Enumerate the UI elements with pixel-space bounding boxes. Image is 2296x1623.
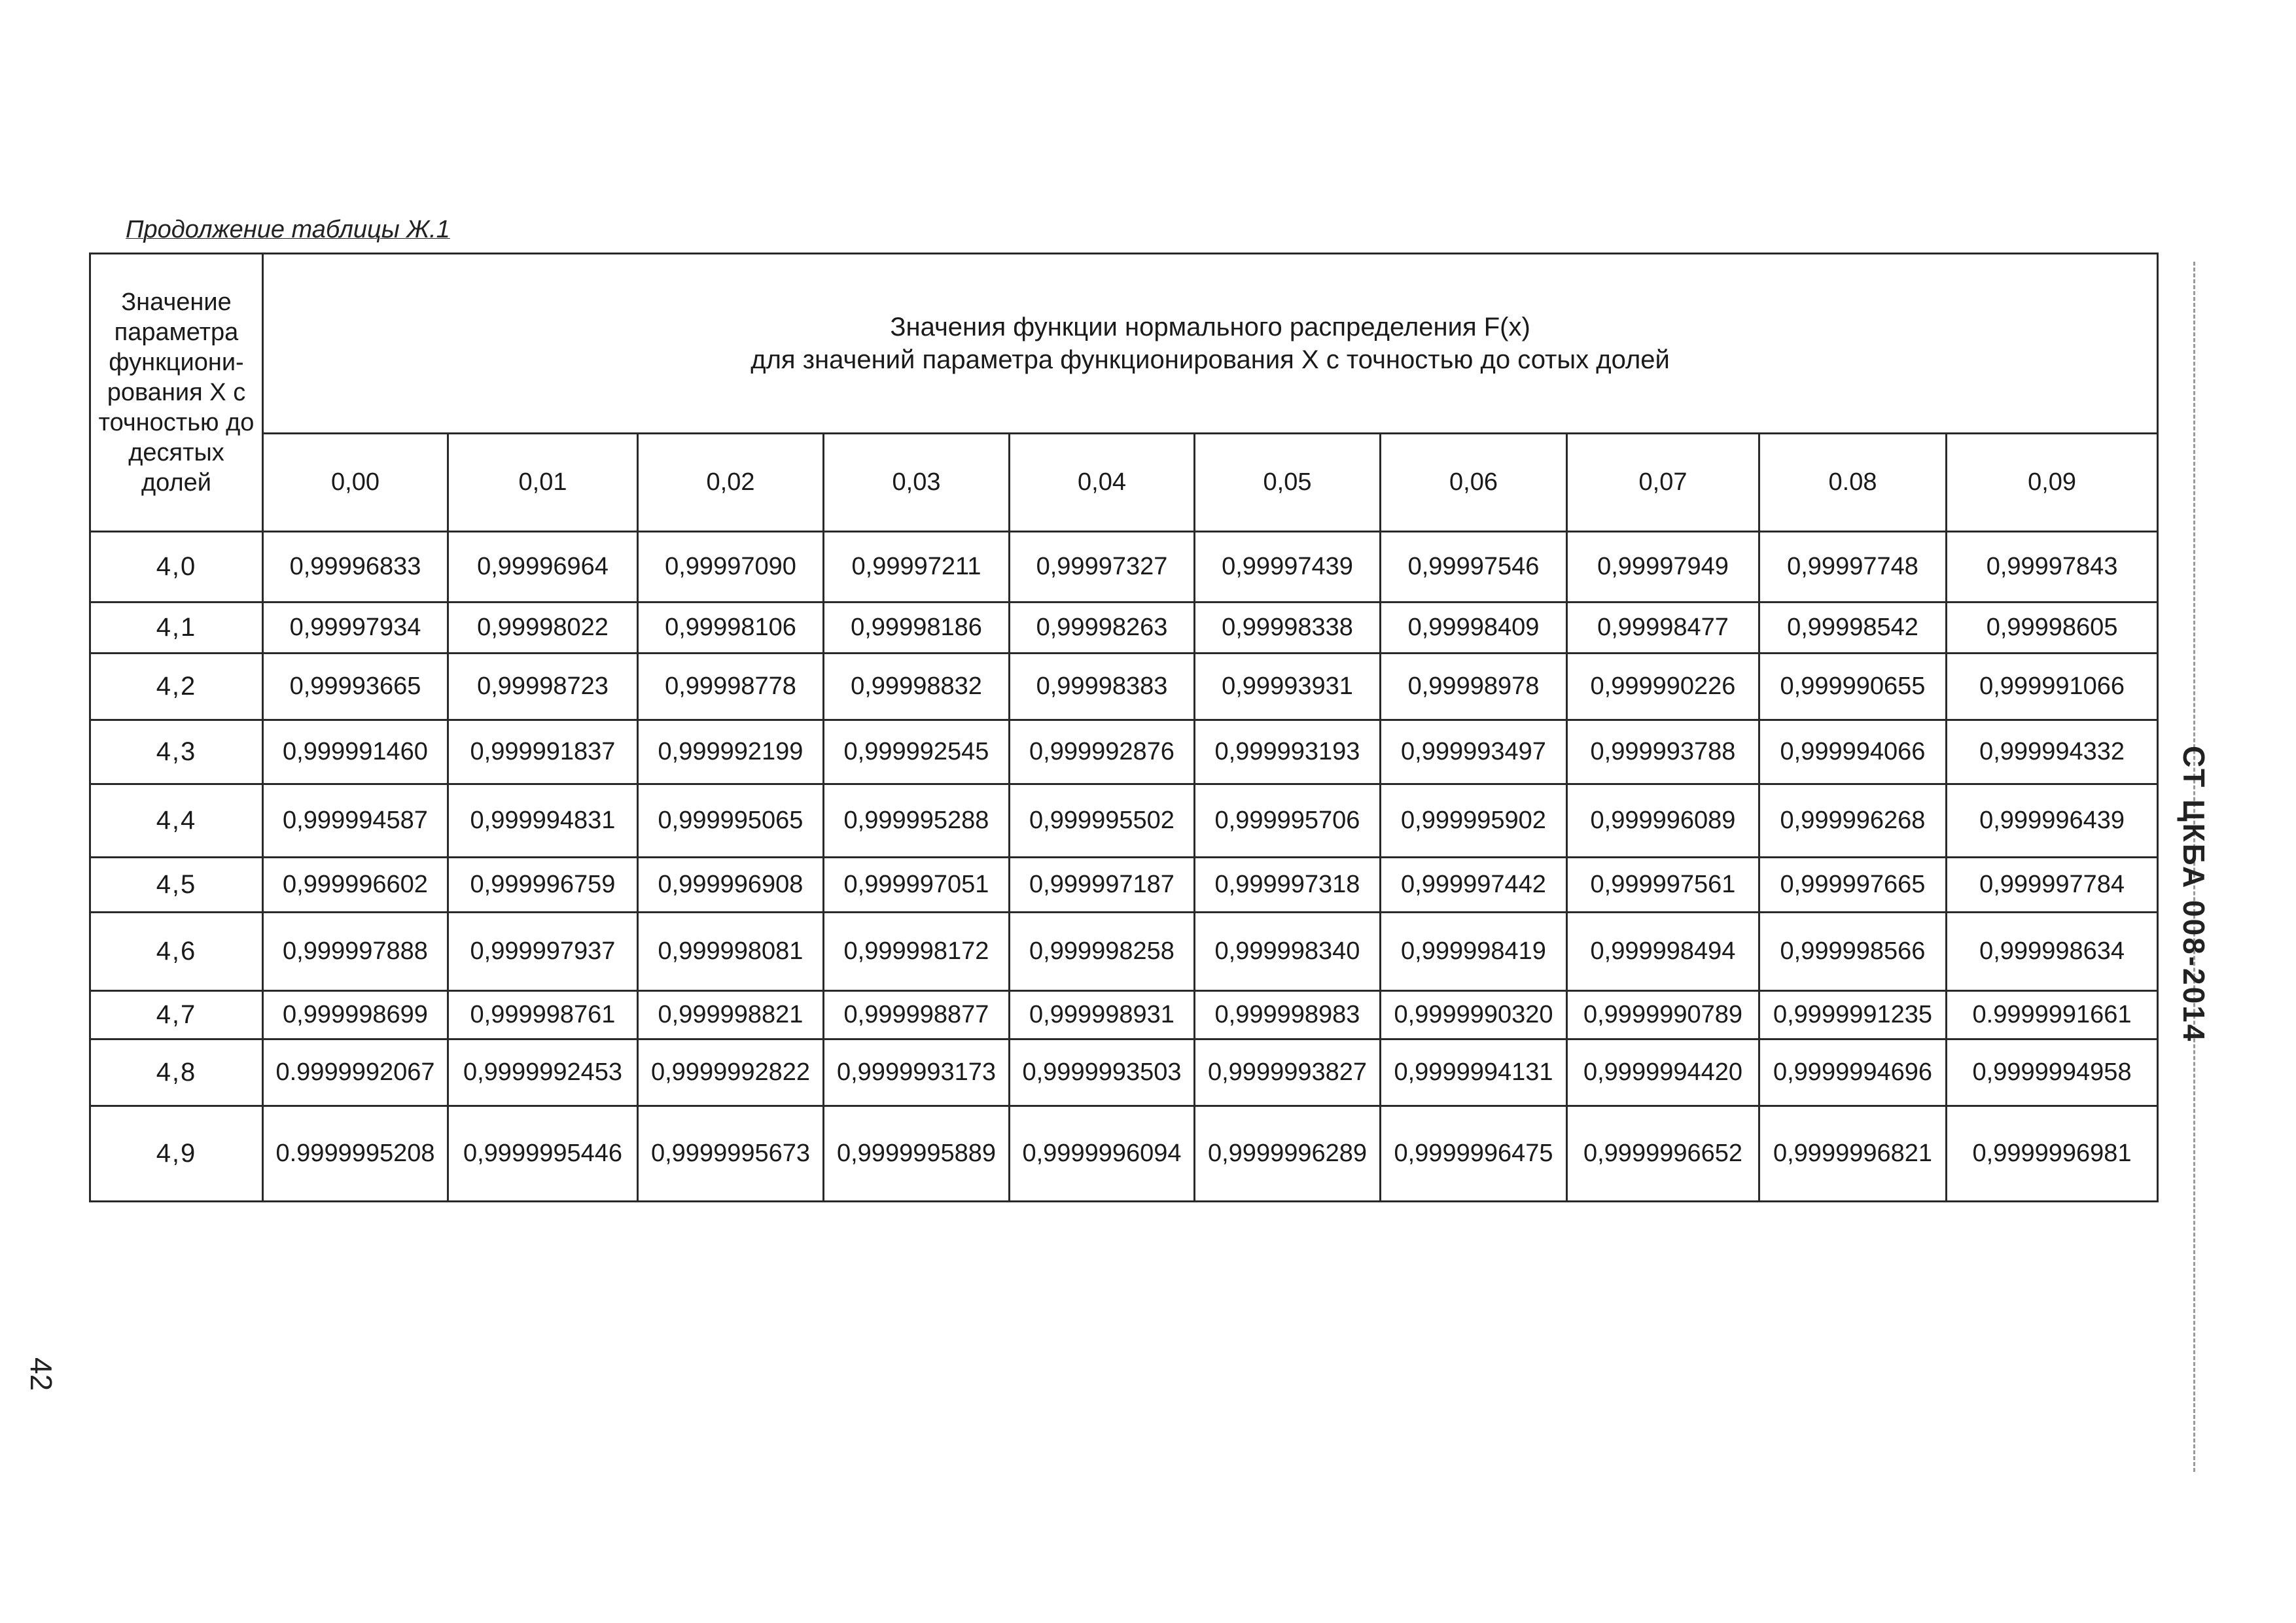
table-row (90, 858, 2158, 913)
value-cell: 0,99998338 (1195, 602, 1381, 654)
row-param-cell: 4,0 (90, 532, 263, 602)
value-cell: 0,999998081 (638, 913, 824, 991)
column-header: 0,06 (1381, 434, 1567, 532)
param-column-header: Значение параметра функциони-рования X с точностью до десятых долей (90, 254, 263, 532)
value-cell: 0,99997934 (263, 602, 448, 654)
column-header: 0,07 (1567, 434, 1759, 532)
value-cell: 0,99998832 (824, 654, 1010, 720)
value-cell: 0,999994332 (1947, 720, 2158, 784)
value-cell: 0,9999990789 (1567, 991, 1759, 1039)
row-param-cell: 4,9 (90, 1106, 263, 1202)
value-cell: 0,9999994420 (1567, 1039, 1759, 1106)
table-row (90, 784, 2158, 858)
value-cell: 0,999996268 (1759, 784, 1947, 858)
value-cell: 0,999995502 (1010, 784, 1195, 858)
value-cell: 0,999997318 (1195, 858, 1381, 913)
value-cell: 0,999998983 (1195, 991, 1381, 1039)
value-cell: 0,99997090 (638, 532, 824, 602)
value-cell: 0,9999996475 (1381, 1106, 1567, 1202)
column-header: 0,03 (824, 434, 1010, 532)
value-cell: 0,999997442 (1381, 858, 1567, 913)
value-cell: 0,99997439 (1195, 532, 1381, 602)
value-cell: 0,99997949 (1567, 532, 1759, 602)
value-cell: 0,99998605 (1947, 602, 2158, 654)
page-number: 42 (24, 1357, 58, 1391)
value-cell: 0,999998821 (638, 991, 824, 1039)
column-header: 0,01 (448, 434, 638, 532)
value-cell: 0,999991460 (263, 720, 448, 784)
value-cell: 0,99998186 (824, 602, 1010, 654)
value-cell: 0,99998409 (1381, 602, 1567, 654)
value-cell: 0,99997546 (1381, 532, 1567, 602)
value-cell: 0,9999993173 (824, 1039, 1010, 1106)
value-cell: 0,999995065 (638, 784, 824, 858)
value-cell: 0,99997327 (1010, 532, 1195, 602)
value-cell: 0,99998383 (1010, 654, 1195, 720)
value-cell: 0,99998477 (1567, 602, 1759, 654)
row-param-cell: 4,8 (90, 1039, 263, 1106)
value-cell: 0.9999991661 (1947, 991, 2158, 1039)
value-cell: 0,99998263 (1010, 602, 1195, 654)
value-cell: 0,9999991235 (1759, 991, 1947, 1039)
table-title (263, 254, 2158, 434)
column-header: 0,05 (1195, 434, 1381, 532)
value-cell: 0,99998106 (638, 602, 824, 654)
value-cell: 0,999997051 (824, 858, 1010, 913)
value-cell: 0,999997937 (448, 913, 638, 991)
value-cell: 0,999995288 (824, 784, 1010, 858)
row-param-cell: 4,4 (90, 784, 263, 858)
value-cell: 0,999998931 (1010, 991, 1195, 1039)
value-cell: 0,99993665 (263, 654, 448, 720)
row-param-cell: 4,5 (90, 858, 263, 913)
value-cell: 0,999998419 (1381, 913, 1567, 991)
table-row (90, 913, 2158, 991)
value-cell: 0,9999990320 (1381, 991, 1567, 1039)
value-cell: 0,999991837 (448, 720, 638, 784)
value-cell: 0,999997665 (1759, 858, 1947, 913)
column-header: 0,02 (638, 434, 824, 532)
row-param-cell: 4,6 (90, 913, 263, 991)
value-cell: 0,9999996821 (1759, 1106, 1947, 1202)
table-row (90, 1039, 2158, 1106)
value-cell: 0,999996089 (1567, 784, 1759, 858)
column-header: 0.08 (1759, 434, 1947, 532)
value-cell: 0,999994066 (1759, 720, 1947, 784)
value-cell: 0,9999995446 (448, 1106, 638, 1202)
value-cell: 0,999991066 (1947, 654, 2158, 720)
value-cell: 0,999998566 (1759, 913, 1947, 991)
value-cell: 0,9999994131 (1381, 1039, 1567, 1106)
row-param-cell: 4,1 (90, 602, 263, 654)
table-title-line-2: для значений параметра функционирования X с точностью до сотых долей (751, 345, 1670, 374)
value-cell: 0,9999995673 (638, 1106, 824, 1202)
column-header: 0,04 (1010, 434, 1195, 532)
value-cell: 0,999998258 (1010, 913, 1195, 991)
value-cell: 0,999997561 (1567, 858, 1759, 913)
value-cell: 0,999998877 (824, 991, 1010, 1039)
value-cell: 0,99996964 (448, 532, 638, 602)
value-cell: 0,9999994696 (1759, 1039, 1947, 1106)
value-cell: 0,99998778 (638, 654, 824, 720)
value-cell: 0,999990655 (1759, 654, 1947, 720)
table-row (90, 720, 2158, 784)
value-cell: 0,99997211 (824, 532, 1010, 602)
value-cell: 0,9999996981 (1947, 1106, 2158, 1202)
value-cell: 0,999996439 (1947, 784, 2158, 858)
value-cell: 0,999996759 (448, 858, 638, 913)
row-param-cell: 4,7 (90, 991, 263, 1039)
table-row (90, 1106, 2158, 1202)
table-title-line-1: Значения функции нормального распределения F(x) (890, 313, 1530, 341)
value-cell: 0,999995706 (1195, 784, 1381, 858)
value-cell: 0,999992199 (638, 720, 824, 784)
document-code: СТ ЦКБА 008-2014 (2177, 746, 2211, 1043)
row-param-cell: 4,2 (90, 654, 263, 720)
value-cell: 0,99998542 (1759, 602, 1947, 654)
value-cell: 0,999998172 (824, 913, 1010, 991)
value-cell: 0,999993193 (1195, 720, 1381, 784)
value-cell: 0,9999996652 (1567, 1106, 1759, 1202)
value-cell: 0,999998340 (1195, 913, 1381, 991)
value-cell: 0,999998699 (263, 991, 448, 1039)
value-cell: 0.9999992067 (263, 1039, 448, 1106)
table-caption: Продолжение таблицы Ж.1 (126, 216, 450, 243)
value-cell: 0,999996908 (638, 858, 824, 913)
value-cell: 0,9999992822 (638, 1039, 824, 1106)
value-cell: 0,999992545 (824, 720, 1010, 784)
value-cell: 0,999993497 (1381, 720, 1567, 784)
value-cell: 0,999998761 (448, 991, 638, 1039)
row-param-cell: 4,3 (90, 720, 263, 784)
table-row (90, 602, 2158, 654)
value-cell: 0,99998022 (448, 602, 638, 654)
value-cell: 0,999998634 (1947, 913, 2158, 991)
value-cell: 0,999993788 (1567, 720, 1759, 784)
table-row (90, 654, 2158, 720)
value-cell: 0,9999992453 (448, 1039, 638, 1106)
value-cell: 0,99996833 (263, 532, 448, 602)
value-cell: 0,9999995889 (824, 1106, 1010, 1202)
value-cell: 0,99998723 (448, 654, 638, 720)
value-cell: 0,9999993827 (1195, 1039, 1381, 1106)
value-cell: 0,999997784 (1947, 858, 2158, 913)
value-cell: 0,999995902 (1381, 784, 1567, 858)
value-cell: 0,9999994958 (1947, 1039, 2158, 1106)
normal-distribution-table (89, 253, 2159, 1202)
value-cell: 0,9999996094 (1010, 1106, 1195, 1202)
value-cell: 0,999998494 (1567, 913, 1759, 991)
column-header: 0,00 (263, 434, 448, 532)
value-cell: 0,999990226 (1567, 654, 1759, 720)
value-cell: 0.9999995208 (263, 1106, 448, 1202)
value-cell: 0,999994587 (263, 784, 448, 858)
column-header-row (90, 434, 2158, 532)
value-cell: 0,999997187 (1010, 858, 1195, 913)
table-row (90, 532, 2158, 602)
value-cell: 0,99998978 (1381, 654, 1567, 720)
value-cell: 0,999997888 (263, 913, 448, 991)
value-cell: 0,999996602 (263, 858, 448, 913)
value-cell: 0,99993931 (1195, 654, 1381, 720)
value-cell: 0,9999996289 (1195, 1106, 1381, 1202)
value-cell: 0,9999993503 (1010, 1039, 1195, 1106)
table-row (90, 991, 2158, 1039)
value-cell: 0,99997843 (1947, 532, 2158, 602)
value-cell: 0,999994831 (448, 784, 638, 858)
value-cell: 0,999992876 (1010, 720, 1195, 784)
column-header: 0,09 (1947, 434, 2158, 532)
value-cell: 0,99997748 (1759, 532, 1947, 602)
